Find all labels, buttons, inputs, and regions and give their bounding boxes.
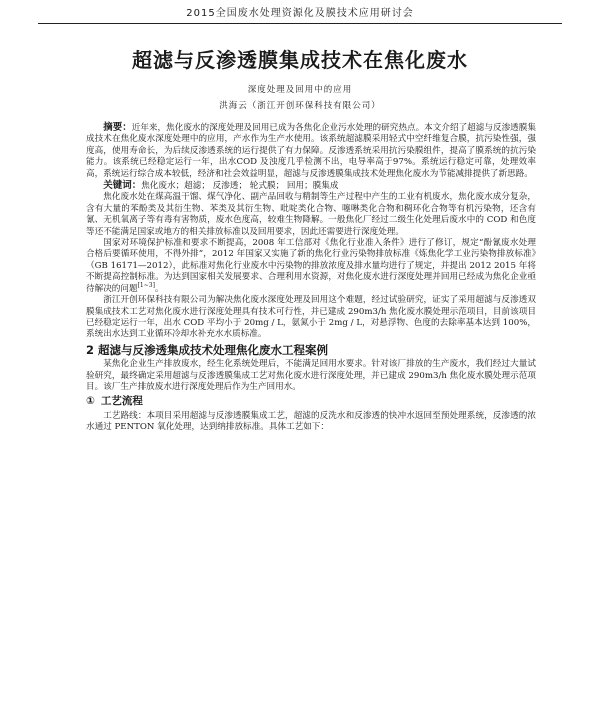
header-rule	[38, 23, 562, 24]
intro-paragraph: 焦化废水处在煤高温干馏、煤气净化、副产品回收与精制等生产过程中产生的工业有机废水，焦化废水成分复杂，含有大量的苯酚类及其衍生物、苯类及其衍生物、吡啶类化合物、噻啉类化合物和稠环化合物等有机污染物，还含有氰、无机氧离子等有毒有害物质，废水色度高，较难生物降解。一般焦化厂经过二级生化处理后废水中的 COD 和色度等还不能满足国家或地方的相关排放标准以及回用要求，因此还需要进行深度处理。	[86, 192, 536, 237]
abstract-text: 近年来，焦化废水的深度处理及回用已成为各焦化企业污水处理的研究热点。本文介绍了超滤与反渗透膜集成技术在焦化废水深度处理中的应用，产水作为生产水使用。该系统超滤膜采用轻式中空纤维复合膜，抗污染性强，强度高，使用寿命长，为后续反渗透系统的运行提供了有力保障。反渗透系统采用抗污染膜组件，提高了膜系统的抗污染能力。该系统已经稳定运行一年，出水COD 及浊度几乎检测不出，电导率高于97%。系统运行稳定可靠，处理效率高，系统运行综合成本较低，经济和社会效益明显，超滤与反渗透膜集成技术处理焦化废水为节能减排提供了新思路。	[86, 123, 536, 179]
abstract	[86, 122, 536, 180]
abstract-label: 摘要：	[103, 122, 132, 133]
paper-title: 超滤与反渗透膜集成技术在焦化废水	[132, 48, 468, 72]
intro-paragraph-text: 国家对环境保护标准和要求不断提高，2008 年工信部对《焦化行业准入条件》进行了修订，规定“酚氰废水处理合格后要循环使用，不得外排”，2012 年国家又实施了新的焦化行业污染物排放标准《炼焦化学工业污染物排放标准》（GB 16171—2012），此标准对焦化行业废水中污染物的排放浓度及排水量均进行了规定，并提出 2012 2015 年将不断提高控制标准。为达到国家相关发展要求、合理利用水资源，对焦化废水进行深度处理并回用已经成为焦化企业亟待解决的问题	[86, 238, 536, 294]
subsection-title: 工艺流程	[100, 395, 143, 408]
running-header: 2015全国废水处理资源化及膜技术应用研讨会	[186, 8, 414, 19]
citation-ref: [1~3]	[137, 281, 155, 289]
subsection-paragraph: 工艺路线：本项目采用超滤与反渗透膜集成工艺，超滤的反洗水和反渗透的快冲水返回至预处理系统，反渗透的浓水通过 PENTON 氧化处理，达到纳排放标准。具体工艺如下：	[86, 410, 536, 433]
keywords-text: 焦化废水；超滤； 反渗透； 轮式膜； 回用；膜集成	[141, 181, 339, 192]
paper-subtitle: 深度处理及回用中的应用	[247, 85, 353, 95]
paper-body	[86, 122, 536, 434]
keywords-label: 关键词：	[103, 180, 142, 192]
subsection-heading	[86, 396, 536, 407]
keywords	[86, 180, 536, 192]
section-heading: 2 超滤与反渗透集成技术处理焦化废水工程案例	[86, 342, 329, 357]
subsection-number: ①	[86, 395, 95, 408]
paper-authors: 洪海云（浙江开创环保科技有限公司）	[219, 101, 381, 111]
intro-paragraph: 浙江开创环保科技有限公司为解决焦化废水深度处理及回用这个难题，经过试验研究，证实了采用超滤与反渗透双膜集成技术工艺对焦化废水进行深度处理具有技术可行性，并已建成 290m3/h 焦化废水膜处理示范项目，目前该项目已经稳定运行一年，出水 COD 平均小于 20mg / L，氨氮小于 2mg / L，对悬浮物、色度的去除率基本达到 100%，系统出水达到工业循环冷却水补充水水质标准。	[86, 295, 536, 340]
intro-paragraph: 国家对环境保护标准和要求不断提高，2008 年工信部对《焦化行业准入条件》进行了修订，规定“酚氰废水处理合格后要循环使用，不得外排”，2012 年国家又实施了新的焦化行业污染物排放标准《炼焦化学工业污染物排放标准》（GB 16171—2012），此标准对焦化行业废水中污染物的排放浓度及排水量均进行了规定，并提出 2012 2015 年将不断提高控制标准。为达到国家相关发展要求、合理利用水资源，对焦化废水进行深度处理并回用已经成为焦化企业亟待解决的问题[1~3]。	[86, 238, 536, 294]
section-paragraph: 某焦化企业生产排放废水，经生化系统处理后，不能满足回用水要求。针对该厂排放的生产废水，我们经过大量试验研究，最终确定采用超滤与反渗透膜集成工艺对焦化废水进行深度处理，并已建成 290m3/h 焦化废水膜处理示范项目。该厂生产排放废水进行深度处理后作为生产回用水。	[86, 359, 536, 392]
